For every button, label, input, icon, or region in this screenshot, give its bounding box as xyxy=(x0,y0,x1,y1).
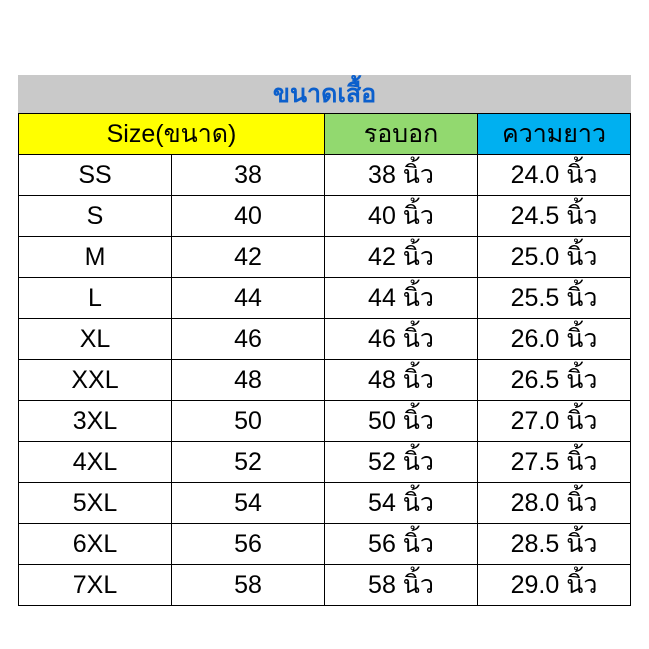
cell-chest: 38 นิ้ว xyxy=(325,155,478,196)
table-row xyxy=(19,524,631,565)
table-row xyxy=(19,360,631,401)
cell-length: 25.5 นิ้ว xyxy=(478,278,631,319)
cell-size-number: 50 xyxy=(172,401,325,442)
table-row xyxy=(19,401,631,442)
cell-chest: 46 นิ้ว xyxy=(325,319,478,360)
cell-size-number: 46 xyxy=(172,319,325,360)
cell-size-number: 44 xyxy=(172,278,325,319)
table-row xyxy=(19,155,631,196)
cell-chest: 58 นิ้ว xyxy=(325,565,478,606)
cell-length: 28.5 นิ้ว xyxy=(478,524,631,565)
cell-length: 26.5 นิ้ว xyxy=(478,360,631,401)
size-table xyxy=(18,113,631,606)
table-row xyxy=(19,483,631,524)
table-row xyxy=(19,319,631,360)
cell-size: 3XL xyxy=(19,401,172,442)
cell-size: XL xyxy=(19,319,172,360)
cell-size: SS xyxy=(19,155,172,196)
cell-size: M xyxy=(19,237,172,278)
table-row xyxy=(19,442,631,483)
cell-length: 25.0 นิ้ว xyxy=(478,237,631,278)
cell-size-number: 40 xyxy=(172,196,325,237)
size-chart xyxy=(18,75,631,599)
cell-size-number: 58 xyxy=(172,565,325,606)
cell-size-number: 48 xyxy=(172,360,325,401)
cell-size: 5XL xyxy=(19,483,172,524)
cell-chest: 42 นิ้ว xyxy=(325,237,478,278)
table-row xyxy=(19,237,631,278)
cell-size: XXL xyxy=(19,360,172,401)
cell-size-number: 38 xyxy=(172,155,325,196)
cell-length: 28.0 นิ้ว xyxy=(478,483,631,524)
cell-chest: 48 นิ้ว xyxy=(325,360,478,401)
cell-chest: 50 นิ้ว xyxy=(325,401,478,442)
cell-size-number: 52 xyxy=(172,442,325,483)
table-row xyxy=(19,196,631,237)
table-body xyxy=(19,155,631,606)
cell-length: 27.0 นิ้ว xyxy=(478,401,631,442)
table-row xyxy=(19,278,631,319)
cell-size: 4XL xyxy=(19,442,172,483)
cell-length: 26.0 นิ้ว xyxy=(478,319,631,360)
cell-chest: 54 นิ้ว xyxy=(325,483,478,524)
cell-length: 24.5 นิ้ว xyxy=(478,196,631,237)
table-header xyxy=(19,114,631,155)
page-title: ขนาดเสื้อ xyxy=(272,79,377,108)
cell-size-number: 56 xyxy=(172,524,325,565)
cell-chest: 56 นิ้ว xyxy=(325,524,478,565)
cell-size-number: 42 xyxy=(172,237,325,278)
cell-length: 27.5 นิ้ว xyxy=(478,442,631,483)
cell-size: S xyxy=(19,196,172,237)
cell-size: 7XL xyxy=(19,565,172,606)
column-header-chest: รอบอก xyxy=(325,114,478,155)
column-header-length: ความยาว xyxy=(478,114,631,155)
cell-length: 24.0 นิ้ว xyxy=(478,155,631,196)
table-header-row xyxy=(19,114,631,155)
cell-length: 29.0 นิ้ว xyxy=(478,565,631,606)
cell-size-number: 54 xyxy=(172,483,325,524)
cell-chest: 40 นิ้ว xyxy=(325,196,478,237)
chart-title-bar xyxy=(18,75,631,113)
cell-chest: 44 นิ้ว xyxy=(325,278,478,319)
cell-size: L xyxy=(19,278,172,319)
cell-chest: 52 นิ้ว xyxy=(325,442,478,483)
cell-size: 6XL xyxy=(19,524,172,565)
column-header-size: Size(ขนาด) xyxy=(19,114,325,155)
table-row xyxy=(19,565,631,606)
